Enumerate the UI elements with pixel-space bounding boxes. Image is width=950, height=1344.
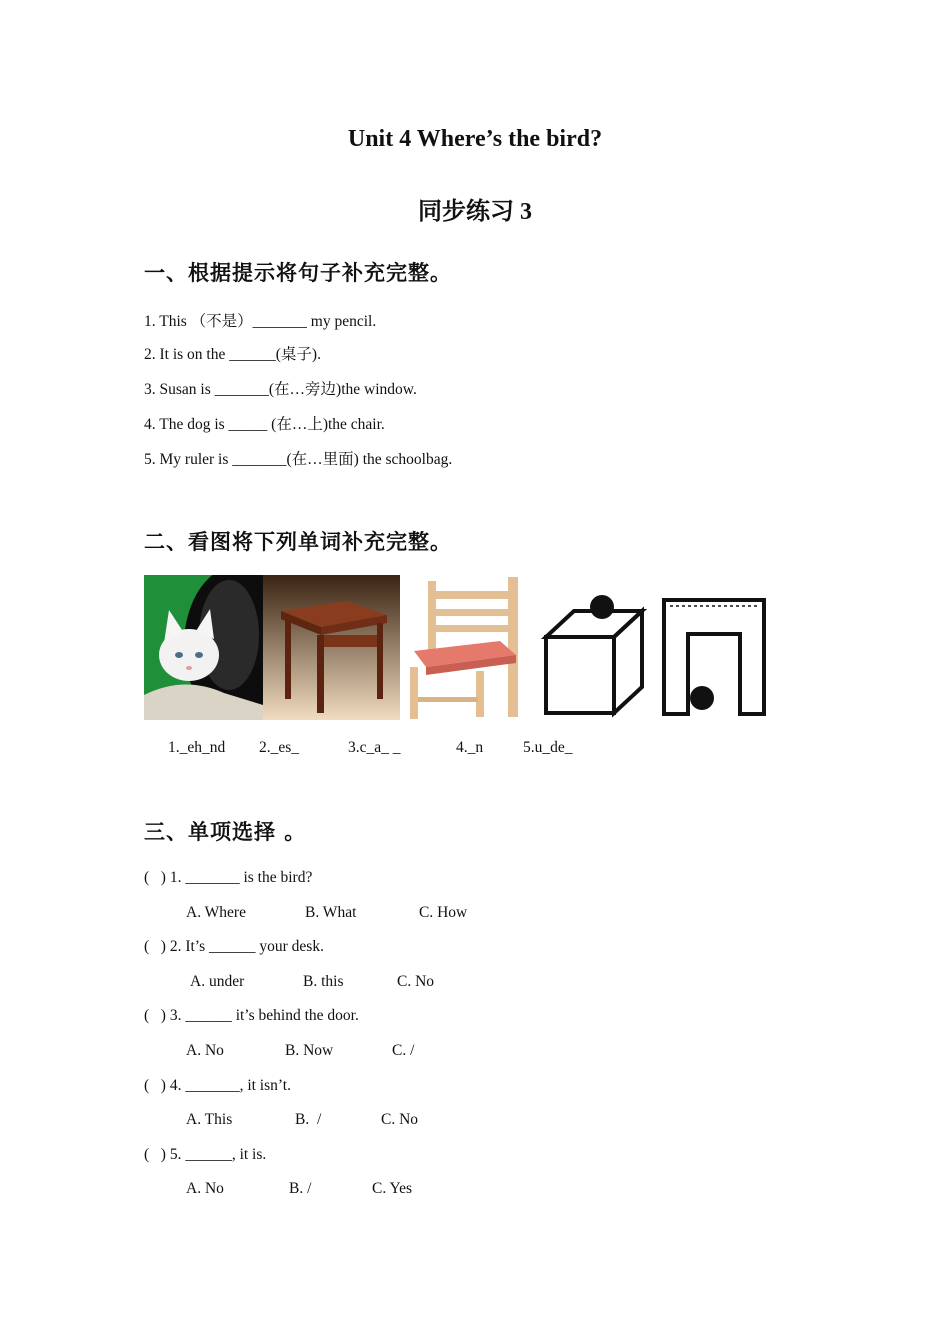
option-2b: B. this — [303, 973, 344, 990]
option-2c: C. No — [397, 973, 435, 990]
page-title: Unit 4 Where’s the bird? — [347, 126, 603, 152]
picture-caption-1: 1._eh_nd — [168, 739, 226, 756]
picture-caption-3: 3.c_a_ _ — [348, 739, 401, 756]
option-5a: A. No — [186, 1180, 224, 1197]
fill-item-4: 4. The dog is _____ (在…上)the chair. — [144, 416, 385, 433]
section-heading-3: 三、单项选择 。 — [144, 820, 307, 844]
option-3a: A. No — [186, 1042, 224, 1059]
option-2a: A. under — [190, 973, 245, 990]
option-1b: B. What — [305, 904, 357, 921]
question-5: ( ) 5. ______, it is. — [144, 1146, 267, 1163]
picture-caption-5: 5.u_de_ — [523, 739, 573, 756]
question-4: ( ) 4. _______, it isn’t. — [144, 1077, 291, 1094]
option-4c: C. No — [381, 1111, 419, 1128]
section-heading-2: 二、看图将下列单词补充完整。 — [144, 530, 452, 554]
fill-item-2: 2. It is on the ______(桌子). — [144, 346, 321, 363]
table-image — [263, 575, 400, 720]
ball-on-box-image — [540, 585, 648, 720]
page-subtitle: 同步练习 3 — [418, 199, 532, 225]
option-5b: B. / — [289, 1180, 312, 1197]
question-2: ( ) 2. It’s ______ your desk. — [144, 938, 324, 955]
cat-behind-hat-image — [144, 575, 263, 720]
option-1c: C. How — [419, 904, 468, 921]
option-4a: A. This — [186, 1111, 233, 1128]
option-3c: C. / — [392, 1042, 415, 1059]
fill-item-1: 1. This （不是）_______ my pencil. — [144, 313, 377, 330]
option-3b: B. Now — [285, 1042, 334, 1059]
picture-caption-4: 4._n — [456, 739, 484, 756]
picture-caption-2: 2._es_ — [259, 739, 300, 756]
question-3: ( ) 3. ______ it’s behind the door. — [144, 1007, 359, 1024]
chair-image — [404, 575, 522, 720]
section-heading-1: 一、根据提示将句子补充完整。 — [144, 261, 452, 285]
fill-item-5: 5. My ruler is _______(在…里面) the schoolbag. — [144, 451, 453, 468]
ball-under-arch-image — [660, 594, 770, 720]
option-5c: C. Yes — [372, 1180, 413, 1197]
option-1a: A. Where — [186, 904, 246, 921]
fill-item-3: 3. Susan is _______(在…旁边)the window. — [144, 381, 417, 398]
question-1: ( ) 1. _______ is the bird? — [144, 869, 313, 886]
option-4b: B. / — [295, 1111, 322, 1128]
